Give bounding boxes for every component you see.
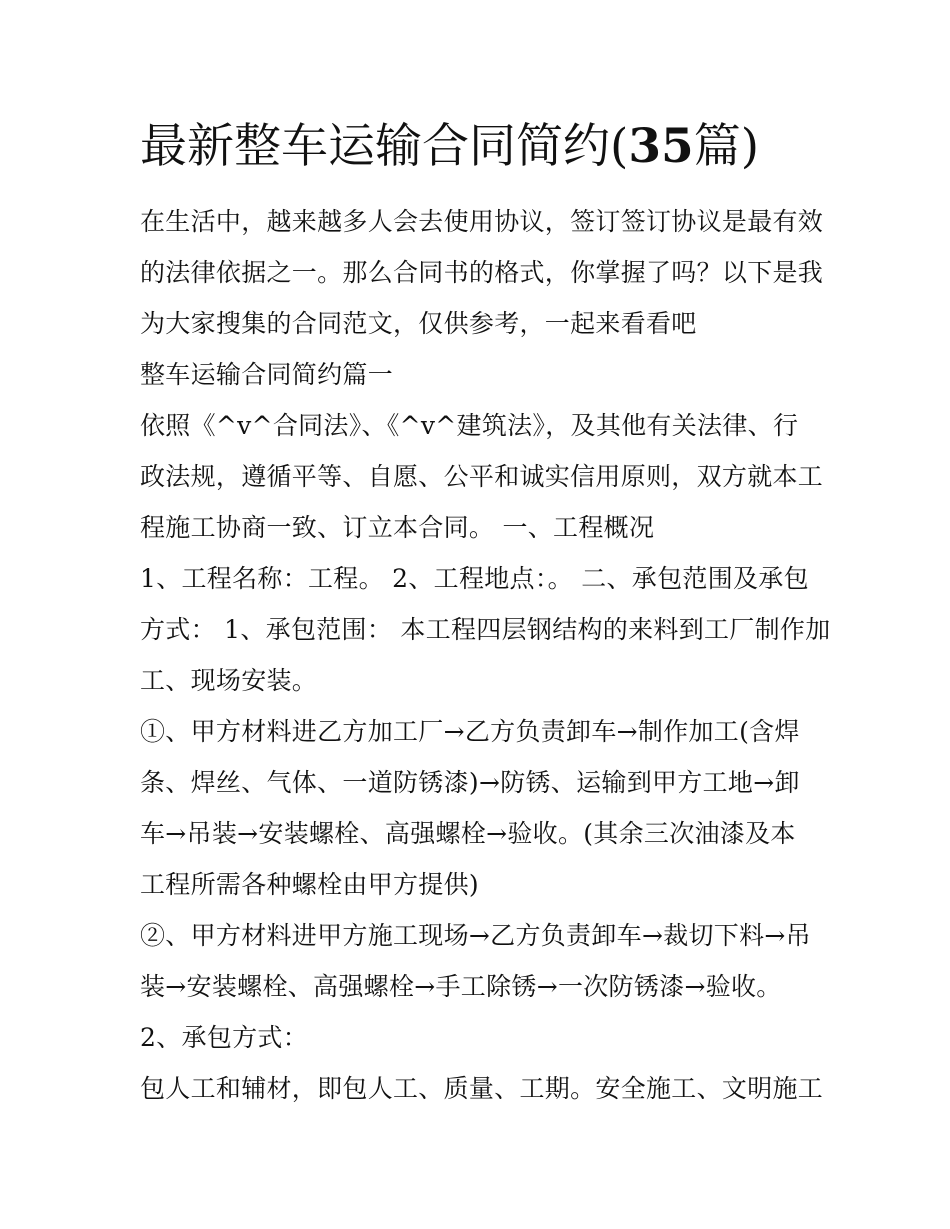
body-line: 包人工和辅材，即包人工、质量、工期。安全施工、文明施工 bbox=[140, 1074, 824, 1103]
body-line: 车→吊装→安装螺栓、高强螺栓→验收。(其余三次油漆及本 bbox=[140, 819, 796, 848]
body-line: 的法律依据之一。那么合同书的格式，你掌握了吗？以下是我 bbox=[140, 258, 824, 287]
body-line: ①、甲方材料进乙方加工厂→乙方负责卸车→制作加工(含焊 bbox=[140, 717, 800, 746]
body-line: 工程所需各种螺栓由甲方提供) bbox=[140, 870, 479, 899]
body-line: 工、现场安装。 bbox=[140, 666, 318, 695]
section-heading: 整车运输合同简约篇一 bbox=[140, 360, 394, 389]
title-main: 最新整车运输合同简约( bbox=[140, 119, 629, 174]
body-line: 1、工程名称：工程。 2、工程地点：。 二、承包范围及承包 bbox=[140, 564, 809, 593]
body-line: 依照《^v^合同法》、《^v^建筑法》，及其他有关法律、行 bbox=[140, 411, 799, 440]
body-line: 程施工协商一致、订立本合同。 一、工程概况 bbox=[140, 513, 655, 542]
title-number: 35 bbox=[628, 119, 694, 174]
body-line: 装→安装螺栓、高强螺栓→手工除锈→一次防锈漆→验收。 bbox=[140, 972, 782, 1001]
document-title bbox=[140, 112, 820, 182]
body-line: ②、甲方材料进甲方施工现场→乙方负责卸车→裁切下料→吊 bbox=[140, 921, 811, 950]
body-line: 方式： 1、承包范围： 本工程四层钢结构的来料到工厂制作加 bbox=[140, 615, 831, 644]
body-line: 2、承包方式： bbox=[140, 1023, 309, 1052]
body-line: 政法规，遵循平等、自愿、公平和诚实信用原则，双方就本工 bbox=[140, 462, 824, 491]
title-tail: 篇) bbox=[693, 119, 760, 174]
body-line: 为大家搜集的合同范文，仅供参考，一起来看看吧 bbox=[140, 309, 697, 338]
document-page bbox=[140, 112, 831, 1114]
body-line: 条、焊丝、气体、一道防锈漆)→防锈、运输到甲方工地→卸 bbox=[140, 768, 800, 797]
body-line: 在生活中，越来越多人会去使用协议，签订签订协议是最有效 bbox=[140, 207, 824, 236]
